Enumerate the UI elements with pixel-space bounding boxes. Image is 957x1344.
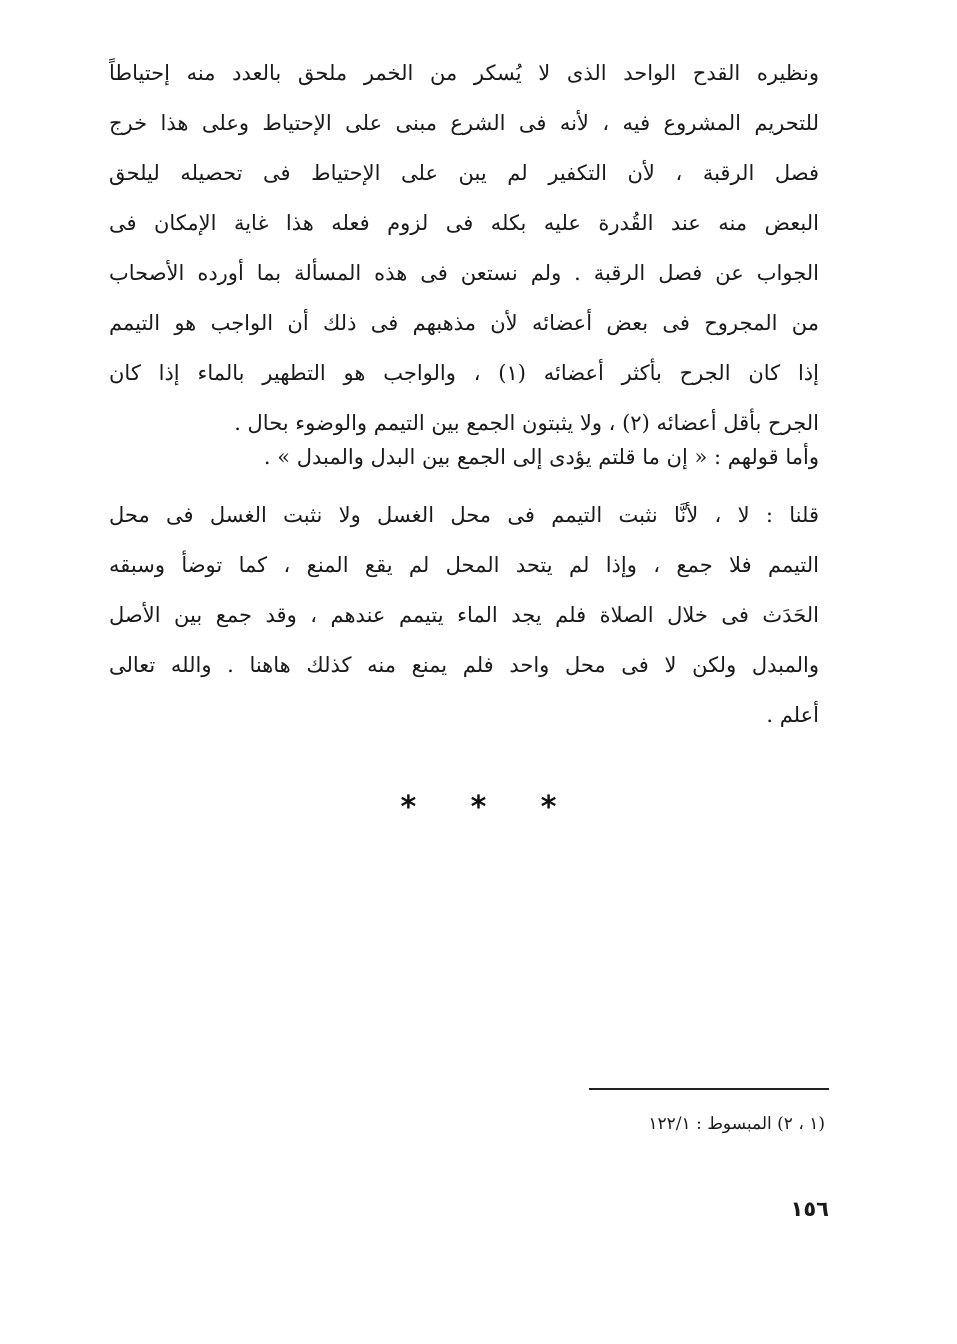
text-line: التيمم فلا جمع ، وإذا لم يتحد المحل لم يقع المنع ، كما توضأ وسبقه: [109, 553, 819, 577]
text-line: وأما قولهم : « إن ما قلتم يؤدى إلى الجمع بين البدل والمبدل » .: [263, 445, 819, 469]
text-line: فصل الرقبة ، لأن التكفير لم يبن على الإحتياط فى تحصيله ليلحق: [109, 161, 819, 185]
paragraph-3: [109, 490, 819, 740]
footnote: (١ ، ٢) المبسوط : ١٢٢/١: [648, 1114, 825, 1134]
paragraph-2: [109, 432, 819, 482]
asterisk-glyph: *: [470, 790, 487, 825]
text-line: والمبدل ولكن لا فى محل واحد فلم يمنع منه كذلك هاهنا . والله تعالى: [109, 653, 819, 677]
footnote-divider: [589, 1088, 829, 1090]
page-number: ١٥٦: [790, 1197, 829, 1221]
text-line: الحَدَث فى خلال الصلاة فلم يجد الماء يتيمم عندهم ، وقد جمع بين الأصل: [109, 603, 819, 627]
text-line: قلنا : لا ، لأنَّا نثبت التيمم فى محل الغسل ولا نثبت الغسل فى محل: [109, 503, 819, 527]
text-line: أعلم .: [766, 703, 819, 727]
asterisk-glyph: *: [540, 790, 557, 825]
text-line: إذا كان الجرح بأكثر أعضائه (١) ، والواجب هو التطهير بالماء إذا كان: [109, 361, 819, 385]
text-line: ونظيره القدح الواحد الذى لا يُسكر من الخمر ملحق بالعدد منه إحتياطاً: [109, 61, 819, 85]
section-separator: [0, 790, 957, 825]
text-line: الجرح بأقل أعضائه (٢) ، ولا يثبتون الجمع بين التيمم والوضوء بحال .: [234, 411, 819, 435]
text-line: البعض منه عند القُدرة عليه بكله فى لزوم فعله هذا غاية الإمكان فى: [109, 211, 819, 235]
text-line: الجواب عن فصل الرقبة . ولم نستعن فى هذه المسألة بما أورده الأصحاب: [109, 261, 819, 285]
text-line: من المجروح فى بعض أعضائه لأن مذهبهم فى ذلك أن الواجب هو التيمم: [109, 311, 819, 335]
asterisk-glyph: *: [400, 790, 417, 825]
text-line: للتحريم المشروع فيه ، لأنه فى الشرع مبنى على الإحتياط وعلى هذا خرج: [109, 111, 819, 135]
paragraph-1: [109, 48, 819, 448]
